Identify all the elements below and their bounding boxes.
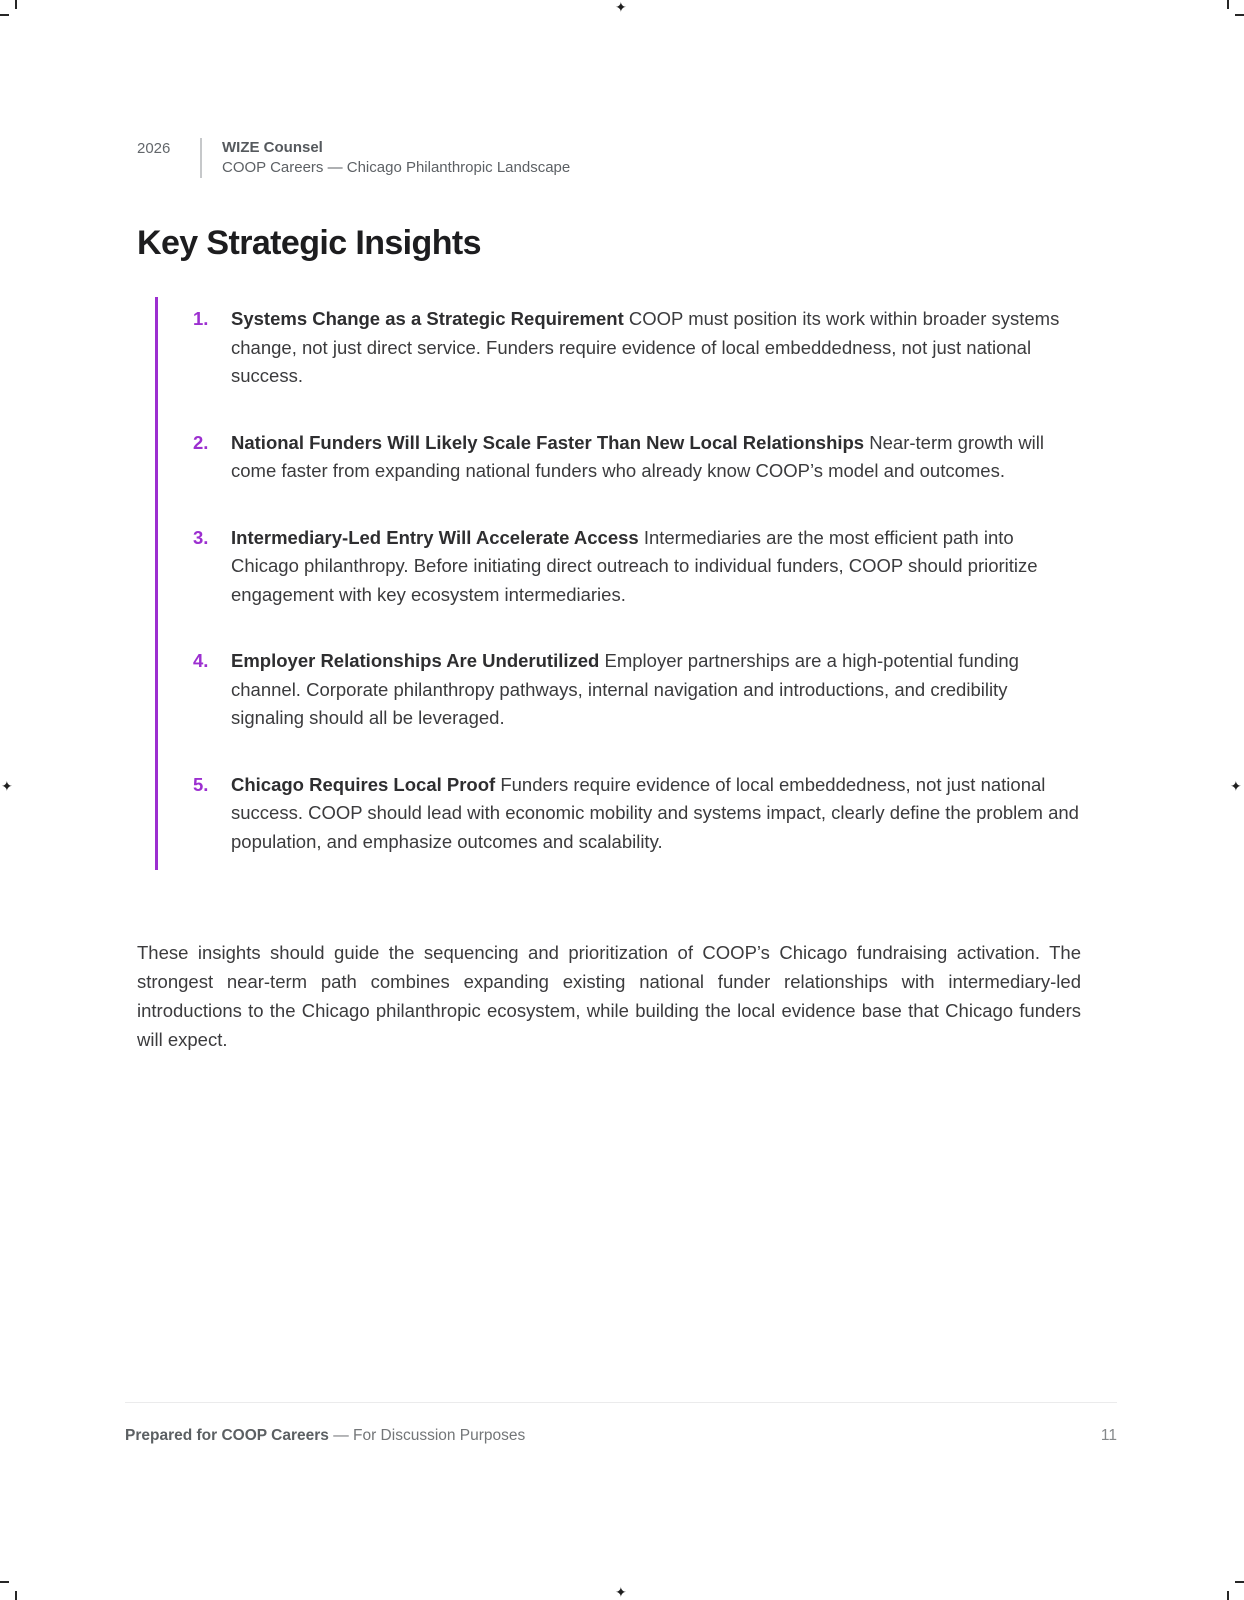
registration-star-icon: ✦ bbox=[615, 1585, 627, 1600]
page-number: 11 bbox=[1100, 1427, 1117, 1444]
list-item bbox=[193, 305, 1081, 391]
footer-prepared-bold: Prepared for COOP Careers bbox=[125, 1427, 329, 1444]
list-item-number: 4. bbox=[193, 650, 209, 671]
list-item bbox=[193, 524, 1081, 610]
insights-list bbox=[155, 297, 1081, 870]
header-divider bbox=[200, 138, 202, 178]
document-header bbox=[137, 138, 1081, 178]
list-item-heading: Chicago Requires Local Proof bbox=[231, 773, 496, 795]
list-item-text bbox=[231, 771, 1081, 857]
footer-prepared-rest: — For Discussion Purposes bbox=[328, 1427, 526, 1444]
registration-star-icon: ✦ bbox=[1230, 779, 1242, 795]
list-item-text bbox=[231, 524, 1081, 610]
closing-paragraph: These insights should guide the sequencing and prioritization of COOP’s Chicago fundraising activation. The strongest near-term path combines expanding existing national funder relationships with intermediary-led introductions to the Chicago philanthropic ecosystem, while building the local evidence base that Chicago funders will expect. bbox=[137, 942, 1081, 1050]
registration-star-icon: ✦ bbox=[615, 0, 627, 16]
list-item bbox=[193, 647, 1081, 733]
footer-prepared bbox=[125, 1427, 525, 1445]
list-item-text bbox=[231, 429, 1081, 486]
list-item-body: Funders require evidence of local embeddedness, not just national success. COOP should lead with economic mobility and systems impact, clearly define the problem and population, and emphasize outcomes and scalability. bbox=[231, 773, 1079, 852]
list-item-number: 2. bbox=[193, 431, 209, 453]
list-item-body: Employer partnerships are a high-potential funding channel. Corporate philanthropy pathways, internal navigation and introductions, and credibility signaling should all be leveraged. bbox=[231, 650, 1019, 728]
header-brand: WIZE Counsel bbox=[222, 139, 323, 156]
registration-star-icon: ✦ bbox=[1, 779, 13, 795]
header-brand-block bbox=[222, 138, 570, 178]
page-title: Key Strategic Insights bbox=[137, 224, 481, 262]
list-item bbox=[193, 429, 1081, 486]
crop-mark-top-left-vertical bbox=[15, 0, 17, 9]
list-item-number: 3. bbox=[193, 526, 209, 548]
crop-mark-bottom-right-vertical bbox=[1227, 1591, 1229, 1600]
crop-mark-bottom-right-horizontal bbox=[1235, 1581, 1244, 1583]
header-subtitle: COOP Careers — Chicago Philanthropic Landscape bbox=[222, 159, 571, 176]
list-item-body: Intermediaries are the most efficient path into Chicago philanthropy. Before initiating direct outreach to individual funders, COOP should prioritize engagement with key ecosystem intermediaries. bbox=[231, 526, 1038, 605]
list-item-body: Near-term growth will come faster from expanding national funders who already know COOP’s model and outcomes. bbox=[231, 431, 1045, 481]
list-item-number: 1. bbox=[193, 308, 209, 329]
list-item-heading: National Funders Will Likely Scale Faster Than New Local Relationships bbox=[231, 431, 865, 453]
list-item-body: COOP must position its work within broader systems change, not just direct service. Funders require evidence of local embeddedness, not just national success. bbox=[231, 308, 1060, 386]
crop-mark-top-left-horizontal bbox=[0, 14, 9, 16]
list-item bbox=[193, 771, 1081, 857]
list-item-text bbox=[231, 305, 1081, 391]
list-item-text bbox=[231, 647, 1081, 733]
header-year: 2026 bbox=[137, 140, 171, 157]
list-item-heading: Intermediary-Led Entry Will Accelerate Access bbox=[231, 526, 639, 548]
crop-mark-top-right-vertical bbox=[1227, 0, 1229, 9]
document-footer bbox=[125, 1402, 1117, 1445]
crop-mark-bottom-left-vertical bbox=[15, 1591, 17, 1600]
list-item-heading: Systems Change as a Strategic Requirement bbox=[231, 308, 624, 329]
crop-mark-top-right-horizontal bbox=[1235, 14, 1244, 16]
list-item-number: 5. bbox=[193, 773, 209, 795]
list-item-heading: Employer Relationships Are Underutilized bbox=[231, 650, 600, 671]
crop-mark-bottom-left-horizontal bbox=[0, 1581, 9, 1583]
